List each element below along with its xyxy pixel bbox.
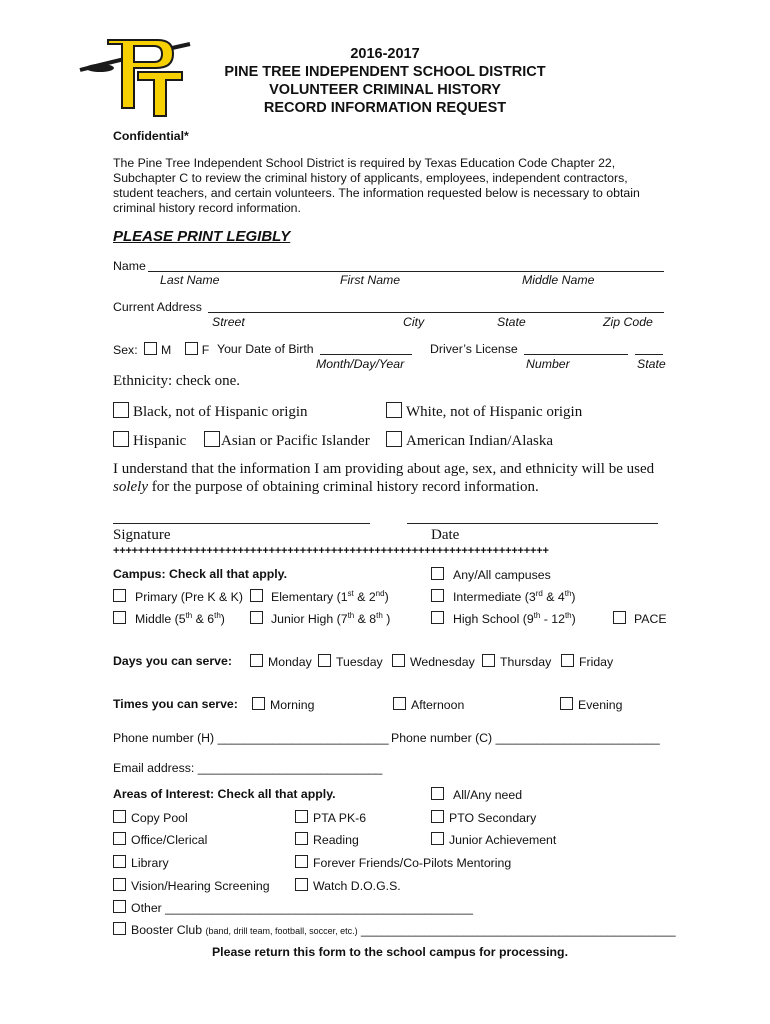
times-label: Times you can serve: — [113, 697, 238, 711]
campus-elementary-label: Elementary (1 — [271, 590, 348, 604]
dob-hint: Month/Day/Year — [316, 357, 405, 371]
interest-label: Areas of Interest: Check all that apply. — [113, 787, 336, 801]
campus-junior-checkbox[interactable] — [250, 611, 263, 624]
campus-any-label: Any/All campuses — [453, 568, 551, 582]
signature-input[interactable] — [113, 523, 370, 524]
interest-pto-option[interactable] — [431, 810, 536, 825]
day-thursday-option[interactable] — [482, 654, 551, 669]
drivers-license-number-input[interactable] — [524, 354, 628, 355]
campus-high-checkbox[interactable] — [431, 611, 444, 624]
address-label: Current Address — [113, 300, 202, 314]
day-wednesday-checkbox[interactable] — [392, 654, 405, 667]
name-input[interactable] — [148, 271, 664, 272]
day-wednesday-option[interactable] — [392, 654, 475, 669]
interest-booster-checkbox[interactable] — [113, 922, 126, 935]
ethnicity-white-checkbox[interactable] — [386, 402, 402, 418]
intro-line: The Pine Tree Independent School District is required by Texas Education Code Chapter 22, — [113, 156, 616, 170]
dob-label: Your Date of Birth — [217, 342, 314, 356]
campus-any-option[interactable] — [431, 567, 551, 582]
ethnicity-native-checkbox[interactable] — [386, 431, 402, 447]
ethnicity-asian-option[interactable] — [204, 431, 370, 450]
sex-m-checkbox[interactable] — [144, 342, 157, 355]
sex-f-label: F — [201, 343, 210, 357]
interest-reading-option[interactable] — [295, 832, 359, 847]
interest-booster-label: Booster Club — [131, 923, 203, 937]
statement-line1: I understand that the information I am providing about age, sex, and ethnicity will be used — [113, 461, 655, 477]
day-friday-checkbox[interactable] — [561, 654, 574, 667]
campus-high-label: ) — [571, 612, 576, 626]
time-afternoon-label: Afternoon — [411, 698, 465, 712]
interest-library-label: Library — [131, 856, 169, 870]
campus-pace-option[interactable] — [613, 611, 667, 626]
interest-forever-option[interactable] — [295, 855, 511, 870]
campus-any-checkbox[interactable] — [431, 567, 444, 580]
day-tuesday-option[interactable] — [318, 654, 383, 669]
sex-f-checkbox[interactable] — [185, 342, 198, 355]
statement-line2 — [113, 479, 539, 496]
statement-solely: solely — [113, 479, 148, 495]
date-input[interactable] — [407, 523, 658, 524]
phone-cell-field[interactable]: Phone number (C) ________________________ — [391, 731, 660, 745]
sex-m-label: M — [161, 343, 172, 357]
form-title-line2: RECORD INFORMATION REQUEST — [263, 100, 507, 116]
drivers-license-state-input[interactable] — [635, 354, 663, 355]
interest-vision-option[interactable] — [113, 878, 270, 893]
campus-high-label: - 12 — [540, 612, 565, 626]
time-evening-label: Evening — [578, 698, 623, 712]
footer-note: Please return this form to the school campus for processing. — [211, 945, 568, 959]
ethnicity-asian-label: Asian or Pacific Islander — [221, 433, 370, 449]
sup: th — [564, 588, 572, 598]
interest-forever-checkbox[interactable] — [295, 855, 308, 868]
campus-junior-label: Junior High (7 — [271, 612, 348, 626]
sup: th — [533, 610, 541, 620]
name-label: Name — [113, 259, 146, 273]
day-thursday-label: Thursday — [500, 655, 552, 669]
campus-junior-label: ) — [382, 612, 391, 626]
campus-elementary-label: & 2 — [353, 590, 376, 604]
ethnicity-asian-checkbox[interactable] — [204, 431, 220, 447]
interest-all-option[interactable] — [431, 787, 522, 802]
sup: th — [185, 610, 193, 620]
day-tuesday-checkbox[interactable] — [318, 654, 331, 667]
campus-elementary-option[interactable] — [250, 589, 389, 604]
sup: nd — [375, 588, 385, 598]
interest-ja-checkbox[interactable] — [431, 832, 444, 845]
interest-reading-checkbox[interactable] — [295, 832, 308, 845]
campus-primary-label: Primary (Pre K & K) — [135, 590, 243, 604]
email-field[interactable]: Email address: ___________________________ — [113, 761, 383, 775]
day-wednesday-label: Wednesday — [410, 655, 475, 669]
district-name: PINE TREE INDEPENDENT SCHOOL DISTRICT — [224, 64, 546, 80]
campus-high-option[interactable] — [431, 611, 576, 626]
dl-number-hint: Number — [526, 357, 570, 371]
campus-high-label: High School (9 — [453, 612, 534, 626]
interest-copy-option[interactable] — [113, 810, 188, 825]
days-label: Days you can serve: — [113, 654, 232, 668]
campus-intermediate-label: ) — [571, 590, 576, 604]
campus-middle-label: & 6 — [192, 612, 215, 626]
statement-rest: for the purpose of obtaining criminal history record information. — [148, 479, 539, 495]
campus-primary-checkbox[interactable] — [113, 589, 126, 602]
time-morning-checkbox[interactable] — [252, 697, 265, 710]
day-monday-option[interactable] — [250, 654, 312, 669]
ethnicity-hispanic-label: Hispanic — [133, 433, 187, 449]
intro-line: student teachers, and certain volunteers. The information requested below is necessary to obtain — [113, 186, 640, 200]
day-monday-checkbox[interactable] — [250, 654, 263, 667]
ethnicity-hispanic-option[interactable] — [113, 431, 186, 450]
ethnicity-black-checkbox[interactable] — [113, 402, 129, 418]
sup: rd — [535, 588, 543, 598]
interest-office-option[interactable] — [113, 832, 207, 847]
sex-label: Sex: — [113, 343, 138, 357]
interest-other-option[interactable] — [113, 900, 473, 915]
sup: th — [564, 610, 572, 620]
interest-vision-label: Vision/Hearing Screening — [131, 879, 270, 893]
day-friday-label: Friday — [579, 655, 614, 669]
interest-library-checkbox[interactable] — [113, 855, 126, 868]
campus-intermediate-option[interactable] — [431, 589, 576, 604]
campus-intermediate-label: & 4 — [542, 590, 565, 604]
time-morning-label: Morning — [270, 698, 315, 712]
interest-office-checkbox[interactable] — [113, 832, 126, 845]
interest-ja-option[interactable] — [431, 832, 556, 847]
date-label: Date — [431, 527, 460, 543]
interest-copy-checkbox[interactable] — [113, 810, 126, 823]
campus-pace-label: PACE — [634, 612, 667, 626]
campus-junior-label: & 8 — [354, 612, 377, 626]
first-name-hint: First Name — [340, 273, 401, 287]
middle-name-hint: Middle Name — [522, 273, 595, 287]
form-title-line1: VOLUNTEER CRIMINAL HISTORY — [269, 82, 501, 98]
interest-reading-label: Reading — [313, 833, 359, 847]
campus-label: Campus: Check all that apply. — [113, 567, 288, 581]
time-evening-checkbox[interactable] — [560, 697, 573, 710]
interest-forever-label: Forever Friends/Co-Pilots Mentoring — [313, 856, 512, 870]
interest-pto-label: PTO Secondary — [449, 811, 537, 825]
intro-line: criminal history record information. — [113, 201, 301, 215]
interest-dogs-checkbox[interactable] — [295, 878, 308, 891]
campus-middle-label: Middle (5 — [135, 612, 186, 626]
street-hint: Street — [212, 315, 245, 329]
day-thursday-checkbox[interactable] — [482, 654, 495, 667]
day-monday-label: Monday — [268, 655, 312, 669]
campus-intermediate-label: Intermediate (3 — [453, 590, 536, 604]
time-evening-option[interactable] — [560, 697, 622, 712]
time-morning-option[interactable] — [252, 697, 314, 712]
booster-hint: (band, drill team, football, soccer, etc.) — [205, 926, 358, 936]
campus-middle-label: ) — [220, 612, 225, 626]
ethnicity-native-option[interactable] — [386, 431, 553, 450]
interest-all-label: All/Any need — [453, 788, 523, 802]
interest-pta-option[interactable] — [295, 810, 366, 825]
sup: th — [376, 610, 383, 620]
ethnicity-hispanic-checkbox[interactable] — [113, 431, 129, 447]
ethnicity-native-label: American Indian/Alaska — [406, 433, 554, 449]
campus-elementary-label: ) — [384, 590, 389, 604]
campus-pace-checkbox[interactable] — [613, 611, 626, 624]
print-legibly-heading: PLEASE PRINT LEGIBLY — [113, 228, 291, 245]
interest-office-label: Office/Clerical — [131, 833, 208, 847]
booster-line: ______________________________________________ — [361, 923, 676, 937]
form-year: 2016-2017 — [350, 46, 420, 62]
interest-library-option[interactable] — [113, 855, 169, 870]
interest-dogs-label: Watch D.O.G.S. — [313, 879, 401, 893]
interest-ja-label: Junior Achievement — [449, 833, 557, 847]
time-afternoon-option[interactable] — [393, 697, 464, 712]
ethnicity-white-label: White, not of Hispanic origin — [406, 404, 583, 420]
campus-junior-option[interactable] — [250, 611, 390, 626]
interest-vision-checkbox[interactable] — [113, 878, 126, 891]
interest-other-label: Other _____________________________________________ — [131, 901, 473, 915]
sup: th — [347, 610, 355, 620]
section-divider: ++++++++++++++++++++++++++++++++++++++++++++++++++++++++++++++++++++++ — [113, 545, 549, 557]
campus-middle-checkbox[interactable] — [113, 611, 126, 624]
interest-pta-label: PTA PK-6 — [313, 811, 367, 825]
interest-dogs-option[interactable] — [295, 878, 401, 893]
sex-row — [113, 342, 209, 357]
campus-primary-option[interactable] — [113, 589, 243, 604]
dl-state-hint: State — [637, 357, 666, 371]
sup: st — [347, 588, 354, 598]
interest-booster-option[interactable] — [113, 922, 676, 937]
signature-label: Signature — [113, 527, 171, 543]
intro-line: Subchapter C to review the criminal history of applicants, employees, independent contractors, — [113, 171, 628, 185]
address-input[interactable] — [208, 312, 664, 313]
city-hint: City — [403, 315, 425, 329]
day-tuesday-label: Tuesday — [336, 655, 383, 669]
campus-middle-option[interactable] — [113, 611, 225, 626]
interest-other-checkbox[interactable] — [113, 900, 126, 913]
ethnicity-black-option[interactable] — [113, 402, 308, 421]
interest-pto-checkbox[interactable] — [431, 810, 444, 823]
sup: th — [214, 610, 221, 620]
interest-pta-checkbox[interactable] — [295, 810, 308, 823]
phone-home-field[interactable]: Phone number (H) _________________________ — [113, 731, 389, 745]
state-hint: State — [497, 315, 526, 329]
ethnicity-white-option[interactable] — [386, 402, 582, 421]
day-friday-option[interactable] — [561, 654, 613, 669]
time-afternoon-checkbox[interactable] — [393, 697, 406, 710]
dob-input[interactable] — [320, 354, 412, 355]
confidential-label: Confidential* — [113, 129, 189, 143]
drivers-license-label: Driver’s License — [430, 342, 518, 356]
campus-elementary-checkbox[interactable] — [250, 589, 263, 602]
ethnicity-black-label: Black, not of Hispanic origin — [133, 404, 308, 420]
ethnicity-label: Ethnicity: check one. — [113, 373, 241, 389]
zip-hint: Zip Code — [603, 315, 653, 329]
last-name-hint: Last Name — [160, 273, 220, 287]
interest-all-checkbox[interactable] — [431, 787, 444, 800]
campus-intermediate-checkbox[interactable] — [431, 589, 444, 602]
interest-copy-label: Copy Pool — [131, 811, 188, 825]
